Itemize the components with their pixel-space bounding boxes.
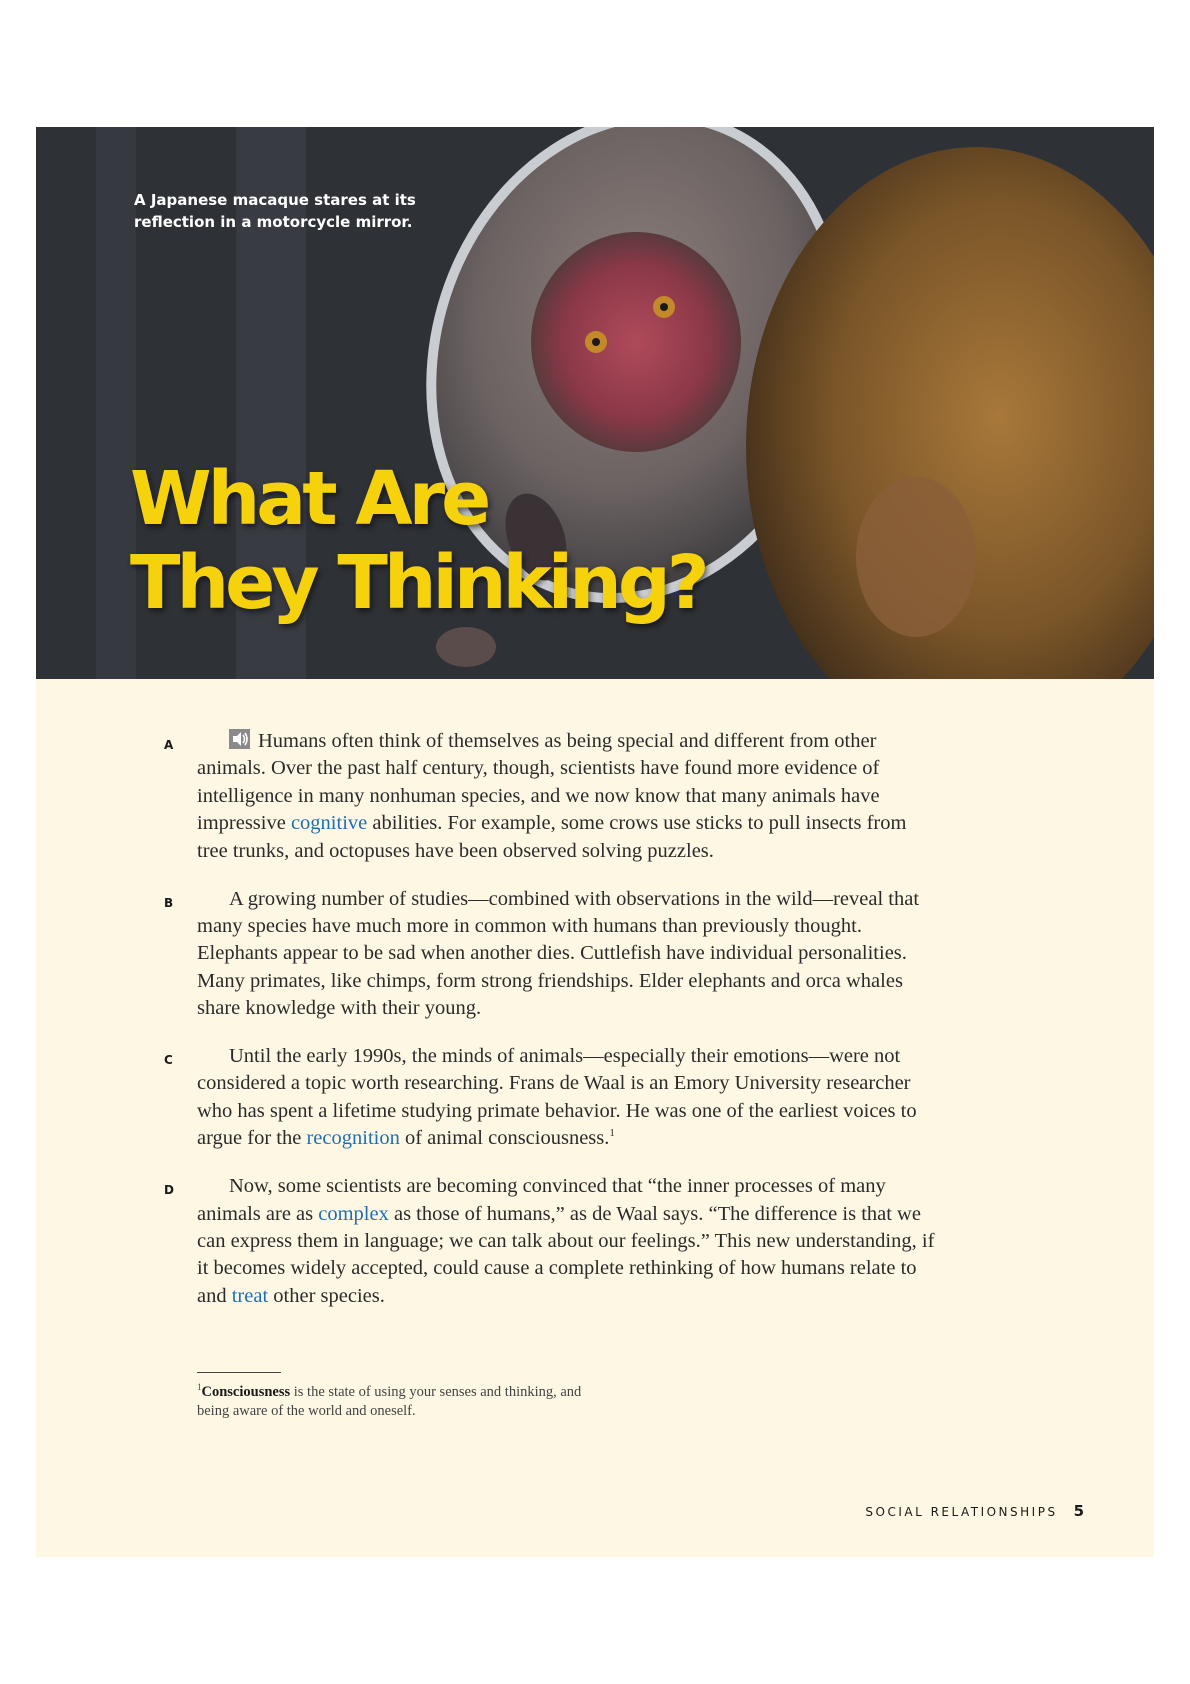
footnote-text: is the state of using your senses and thinking, and being aware of the world and oneself. xyxy=(197,1383,582,1419)
paragraph-c xyxy=(164,1043,937,1153)
paragraph-d xyxy=(164,1173,937,1310)
article-title xyxy=(130,457,706,625)
footnote-number: 1 xyxy=(197,1382,202,1392)
vocab-word-recognition[interactable]: recognition xyxy=(306,1127,400,1150)
paragraph-a xyxy=(164,728,937,865)
paragraph-text: Until the early 1990s, the minds of animals—especially their emotions—were not considered a topic worth researching. Frans de Waal is an Emory University researcher who has spent a lifetime studying primate behavior. He was one of the earliest voices to argue for the xyxy=(197,1045,917,1150)
paragraph-text: of animal consciousness. xyxy=(399,1127,610,1150)
vocab-word-complex[interactable]: complex xyxy=(318,1202,389,1225)
paragraph-label: D xyxy=(164,1183,174,1198)
paragraph-label: C xyxy=(164,1053,173,1068)
paragraph-text: as those of humans,” as de Waal says. “The difference is that we can express them in language; we can talk about our feelings.” This new understanding, if it becomes widely accepted, could cause a complete rethinking of how humans relate to and xyxy=(197,1202,935,1307)
paragraph-text: Humans often think of themselves as being special and different from other animals. Over the past half century, though, scientists have found more evidence of intelligence in many nonhuman species, and we now know that many animals have impressive xyxy=(197,730,880,835)
footnote-reference[interactable]: 1 xyxy=(609,1127,615,1140)
paragraph-text: other species. xyxy=(268,1284,385,1307)
paragraph-text: abilities. For example, some crows use sticks to pull insects from tree trunks, and octopuses have been observed solving puzzles. xyxy=(197,812,907,862)
paragraph-label: A xyxy=(164,738,174,752)
audio-speaker-icon[interactable] xyxy=(229,729,250,749)
paragraph-b xyxy=(164,886,937,1023)
hero-photo xyxy=(36,127,1154,679)
footnote xyxy=(197,1378,617,1421)
page-footer xyxy=(865,1502,1084,1520)
vocab-word-cognitive[interactable]: cognitive xyxy=(290,812,368,835)
paragraph-text: Now, some scientists are becoming convinced that “the inner processes of many animals are as xyxy=(197,1175,886,1225)
footnote-divider xyxy=(197,1372,281,1373)
footnote-term: Consciousness xyxy=(201,1383,291,1400)
paragraph-label: B xyxy=(164,895,174,910)
paragraph-text: A growing number of studies—combined with observations in the wild—reveal that many species have much more in common with humans than previously thought. Elephants appear to be sad when another dies. Cuttlefish have individual personalities. Many primates, like chimps, form strong friendships. Elder elephants and orca whales share knowledge with their young. xyxy=(197,887,920,1020)
photo-caption: A Japanese macaque stares at its reflection in a motorcycle mirror. xyxy=(134,191,416,231)
page-number: 5 xyxy=(1073,1502,1084,1520)
title-line-2: They Thinking? xyxy=(130,540,706,626)
section-name: SOCIAL RELATIONSHIPS xyxy=(865,1505,1058,1519)
vocab-word-treat[interactable]: treat xyxy=(231,1284,269,1307)
title-line-1: What Are xyxy=(130,456,488,542)
article-body xyxy=(0,728,1190,1320)
